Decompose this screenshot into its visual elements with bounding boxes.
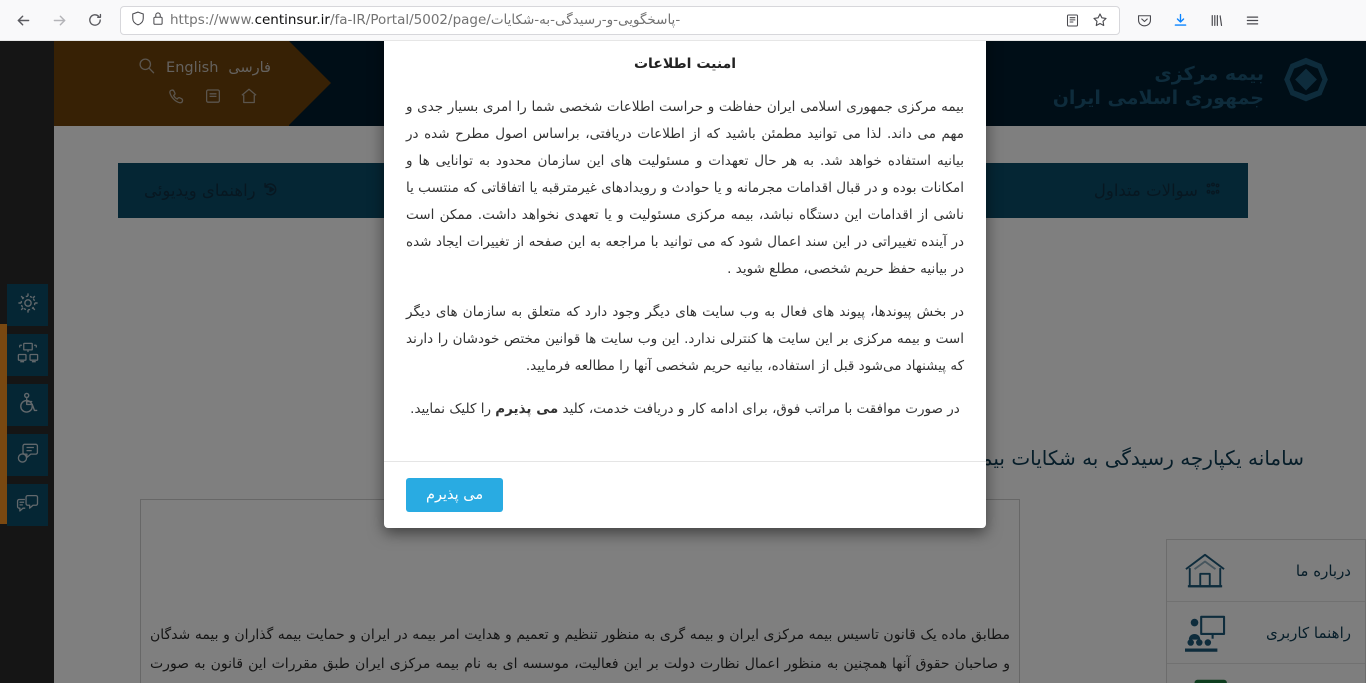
modal-security-paragraph: بیمه مرکزی جمهوری اسلامی ایران حفاظت و حراست اطلاعات شخصی شما را امری بسیار جدی و مهم می داند. لذا می توانید مطمئن باشید که از اطلاعات دریافتی، براساس اصول مطرح شده در بیانیه استفاده خواهد شد. به هر حال تعهدات و مسئولیت های این سازمان محدود به توانایی ها و امکانات بوده و در قبال اقدامات مجرمانه و یا حوادث و رویدادهای غیرمترقبه یا اتفاقاتی که منتسب یا ناشی از اقدامات این دستگاه نباشد، بیمه مرکزی مسئولیت و یا تعهدی نخواهد داشت. ممکن است در آینده تغییراتی در این سند اعمال شود که می توانید با مراجعه به این صفحه از تغییرات ایجاد شده در بیانیه حفظ حریم شخصی، مطلع شوید . [406, 99, 964, 277]
modal-section-heading: امنیت اطلاعات [633, 56, 737, 72]
address-bar-actions [1055, 8, 1113, 32]
accept-button[interactable]: می پذیرم [406, 478, 503, 512]
page-viewport [0, 41, 1366, 683]
browser-toolbar [0, 0, 1366, 41]
library-icon[interactable] [1200, 5, 1232, 35]
url-path: /fa-IR/Portal/5002/page/پاسخگویی-و-رسیدگی-به-شکایات- [329, 12, 681, 28]
navigation-buttons [0, 5, 112, 35]
url-scheme: https://www. [170, 12, 255, 28]
accept-instruction-pre: در صورت موافقت با مراتب فوق، برای ادامه کار و دریافت خدمت، کلید [558, 401, 960, 417]
accept-instruction-bold: می پذیرم [495, 401, 559, 417]
modal-footer [384, 461, 986, 528]
accept-instruction-post: را کلیک نمایید. [410, 401, 496, 417]
modal-links-paragraph: در بخش پیوندها، پیوند های فعال به وب سایت های دیگر وجود دارد که متعلق به سازمان های دیگر است و بیمه مرکزی بر این سایت ها کنترلی ندارد. این وب سایت ها قوانین مختص خودشان را دارند که پیشنهاد می‌شود قبل از استفاده، بیانیه حریم شخصی آنها را مطالعه فرمایید. [406, 304, 964, 374]
shield-icon[interactable] [131, 11, 145, 30]
hamburger-menu-icon[interactable] [1236, 5, 1268, 35]
modal-accept-instruction [406, 396, 964, 423]
downloads-icon[interactable] [1164, 5, 1196, 35]
reader-mode-icon[interactable] [1059, 8, 1085, 32]
lock-icon[interactable] [152, 11, 164, 30]
url-text[interactable] [170, 12, 1055, 28]
browser-actions [1128, 5, 1278, 35]
address-bar-icons [127, 11, 170, 30]
pocket-icon[interactable] [1128, 5, 1160, 35]
modal-body [384, 41, 986, 461]
url-domain: centinsur.ir [254, 12, 330, 28]
bookmark-star-icon[interactable] [1087, 8, 1113, 32]
forward-button[interactable] [42, 5, 76, 35]
address-bar[interactable] [120, 6, 1120, 35]
reload-button[interactable] [78, 5, 112, 35]
back-button[interactable] [6, 5, 40, 35]
privacy-consent-modal [384, 41, 986, 528]
